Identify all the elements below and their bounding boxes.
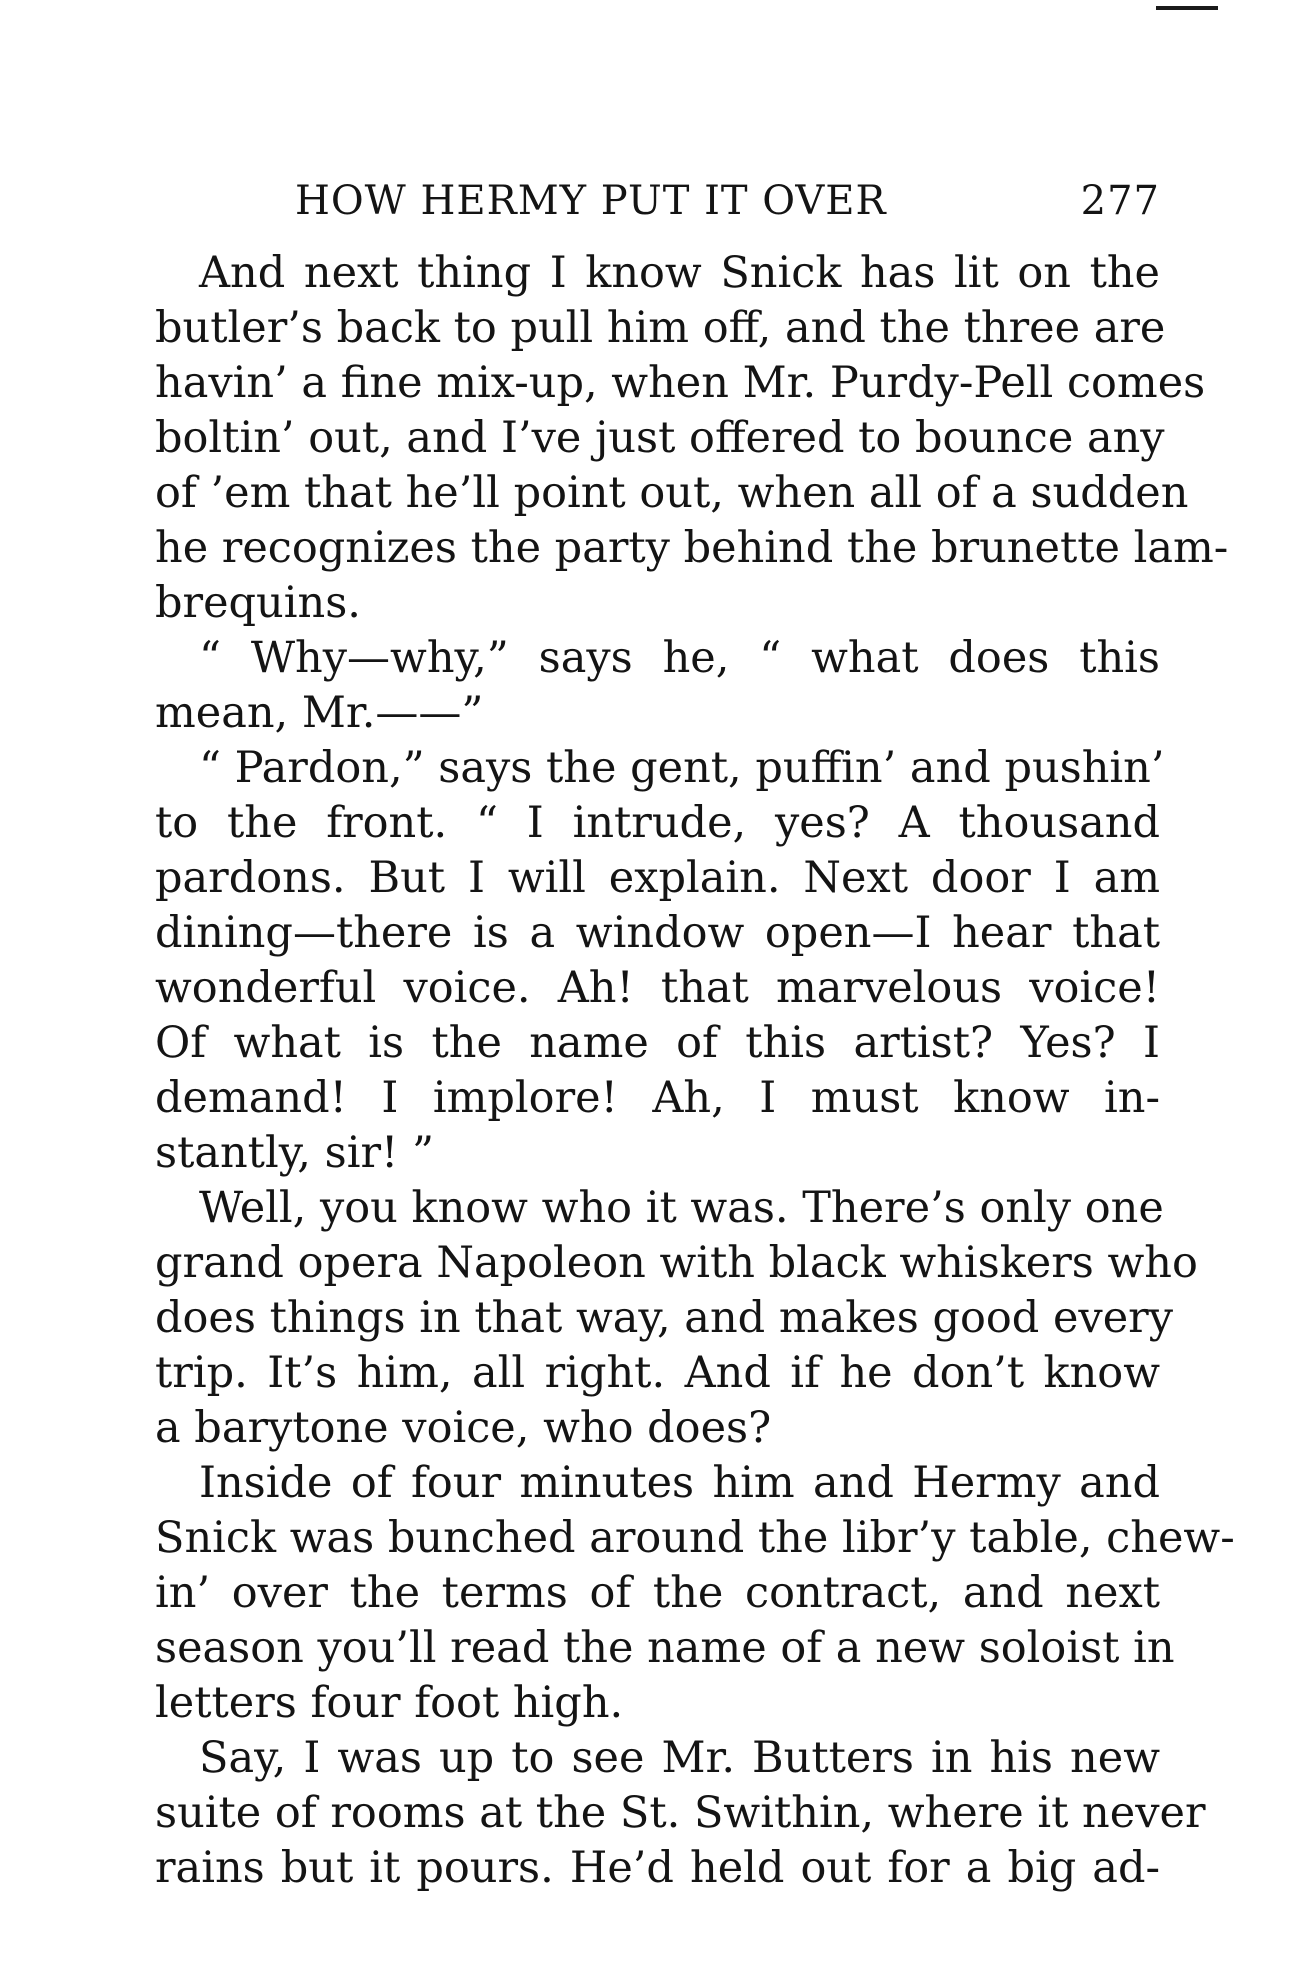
text-line: suite of rooms at the St. Swithin, where it never bbox=[155, 1788, 1206, 1838]
text-line: Say, I was up to see Mr. Butters in his new bbox=[199, 1733, 1160, 1783]
text-line: havin’ a fine mix-up, when Mr. Purdy-Pell comes bbox=[155, 358, 1206, 408]
running-head bbox=[155, 178, 1160, 242]
text-line: rains but it pours. He’d held out for a big ad- bbox=[155, 1843, 1160, 1893]
text-line: grand opera Napoleon with black whiskers who bbox=[155, 1238, 1198, 1288]
running-head-title: HOW HERMY PUT IT OVER bbox=[295, 178, 887, 224]
text-line: letters four foot high. bbox=[155, 1678, 624, 1728]
text-line: Well, you know who it was. There’s only one bbox=[199, 1183, 1164, 1233]
text-line: brequins. bbox=[155, 578, 361, 628]
text-line: to the front. “ I intrude, yes? A thousand bbox=[155, 798, 1160, 848]
text-line: “ Why—why,” says he, “ what does this bbox=[199, 633, 1160, 683]
paragraph-1 bbox=[155, 246, 1229, 631]
text-line: wonderful voice. Ah! that marvelous voice! bbox=[155, 963, 1160, 1013]
text-line: And next thing I know Snick has lit on the bbox=[199, 248, 1160, 298]
page-number: 277 bbox=[1080, 178, 1160, 224]
text-line: mean, Mr.——” bbox=[155, 688, 484, 738]
text-line: “ Pardon,” says the gent, puffin’ and pushin’ bbox=[199, 743, 1165, 793]
text-line: demand! I implore! Ah, I must know in- bbox=[155, 1073, 1160, 1123]
text-line: does things in that way, and makes good every bbox=[155, 1293, 1174, 1343]
paragraph-3 bbox=[155, 741, 1165, 1181]
text-line: trip. It’s him, all right. And if he don’t know bbox=[155, 1348, 1160, 1398]
text-line: pardons. But I will explain. Next door I am bbox=[155, 853, 1160, 903]
text-line: in’ over the terms of the contract, and next bbox=[155, 1568, 1160, 1618]
book-page bbox=[155, 178, 1235, 1896]
text-line: a barytone voice, who does? bbox=[155, 1403, 772, 1453]
text-line: season you’ll read the name of a new soloist in bbox=[155, 1623, 1175, 1673]
text-line: boltin’ out, and I’ve just offered to bounce any bbox=[155, 413, 1165, 463]
text-line: Inside of four minutes him and Hermy and bbox=[199, 1458, 1160, 1508]
text-line: stantly, sir! ” bbox=[155, 1128, 434, 1178]
paragraph-4 bbox=[155, 1181, 1198, 1456]
paragraph-6 bbox=[155, 1731, 1206, 1896]
text-line: Snick was bunched around the libr’y table, chew- bbox=[155, 1513, 1235, 1563]
text-line: butler’s back to pull him off, and the three are bbox=[155, 303, 1166, 353]
text-line: of ’em that he’ll point out, when all of a sudden bbox=[155, 468, 1189, 518]
text-line: dining—there is a window open—I hear that bbox=[155, 908, 1160, 958]
text-line: he recognizes the party behind the brunette lam- bbox=[155, 523, 1229, 573]
text-line: Of what is the name of this artist? Yes? I bbox=[155, 1018, 1160, 1068]
paragraph-5 bbox=[155, 1456, 1235, 1731]
paragraph-2 bbox=[155, 631, 1160, 741]
corner-rule bbox=[1156, 6, 1218, 10]
